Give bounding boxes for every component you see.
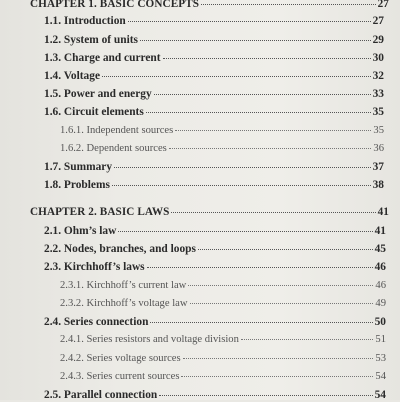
toc-entry-page: 32 <box>372 70 384 82</box>
toc-entry-page: 46 <box>375 280 386 291</box>
toc-entry-title: 2.4. Series connection <box>44 316 149 328</box>
toc-entry-title: 2.3.2. Kirchhoff’s voltage law <box>60 298 188 309</box>
toc-entry-section <box>44 14 384 28</box>
toc-entry-subsection <box>60 333 386 347</box>
dot-leader <box>201 4 376 5</box>
dot-leader <box>140 40 371 41</box>
dot-leader <box>114 167 371 168</box>
toc-entry-section <box>44 260 386 274</box>
dot-leader <box>112 185 371 186</box>
toc-entry-section <box>44 178 384 192</box>
toc-entry-page: 41 <box>377 206 389 218</box>
dot-leader <box>241 339 374 340</box>
toc-entry-title: 1.2. System of units <box>44 34 138 46</box>
toc-entry-subsection <box>60 297 386 311</box>
toc-entry-section <box>44 51 384 65</box>
toc-entry-page: 33 <box>372 88 384 100</box>
toc-entry-title: CHAPTER 2. BASIC LAWS <box>30 206 170 218</box>
toc-entry-subsection <box>60 352 386 366</box>
toc-entry-subsection <box>60 142 384 156</box>
toc-entry-page: 27 <box>377 0 389 10</box>
toc-entry-title: 2.4.3. Series current sources <box>60 371 180 382</box>
dot-leader <box>181 376 373 377</box>
toc-entry-page: 41 <box>374 225 386 237</box>
toc-entry-title: 1.6.2. Dependent sources <box>60 143 167 154</box>
dot-leader <box>159 395 372 396</box>
dot-leader <box>188 285 373 286</box>
toc-entry-title: 2.4.2. Series voltage sources <box>60 353 181 364</box>
toc-entry-title: 1.7. Summary <box>44 161 113 173</box>
toc-entry-chapter-1 <box>30 0 389 11</box>
toc-entry-page: 37 <box>372 161 384 173</box>
toc-entry-page: 29 <box>372 34 384 46</box>
dot-leader <box>163 58 371 59</box>
toc-entry-page: 54 <box>374 389 386 401</box>
toc-entry-page: 38 <box>372 179 384 191</box>
toc-entry-section <box>44 105 384 119</box>
toc-entry-chapter-2 <box>30 205 389 219</box>
toc-entry-section <box>44 224 386 238</box>
toc-entry-title: 1.5. Power and energy <box>44 88 152 100</box>
dot-leader <box>154 94 371 95</box>
dot-leader <box>169 148 372 149</box>
toc-entry-page: 46 <box>374 261 386 273</box>
dot-leader <box>150 322 372 323</box>
toc-entry-section <box>44 242 386 256</box>
toc-entry-page: 30 <box>372 52 384 64</box>
toc-entry-page: 36 <box>373 143 384 154</box>
toc-entry-title: 2.2. Nodes, branches, and loops <box>44 243 196 255</box>
dot-leader <box>175 130 371 131</box>
toc-entry-title: 1.3. Charge and current <box>44 52 161 64</box>
toc-entry-page: 51 <box>375 334 386 345</box>
toc-entry-page: 35 <box>372 106 384 118</box>
toc-entry-subsection <box>60 279 386 293</box>
toc-entry-title: 1.4. Voltage <box>44 70 101 82</box>
toc-entry-title: 2.3.1. Kirchhoff’s current law <box>60 280 187 291</box>
toc-entry-section <box>44 315 386 329</box>
toc-entry-section <box>44 33 384 47</box>
dot-leader <box>171 212 375 213</box>
dot-leader <box>147 267 373 268</box>
toc-entry-section <box>44 160 384 174</box>
toc-entry-page: 54 <box>375 371 386 382</box>
toc-entry-page: 49 <box>375 298 386 309</box>
toc-entry-title: 1.1. Introduction <box>44 15 126 27</box>
dot-leader <box>146 112 371 113</box>
dot-leader <box>102 76 371 77</box>
dot-leader <box>198 249 373 250</box>
toc-entry-section <box>44 69 384 83</box>
toc-entry-title: CHAPTER 1. BASIC CONCEPTS <box>30 0 200 10</box>
dot-leader <box>128 21 371 22</box>
dot-leader <box>183 358 374 359</box>
toc-entry-page: 50 <box>374 316 386 328</box>
toc-entry-title: 1.6. Circuit elements <box>44 106 144 118</box>
toc-entry-title: 2.5. Parallel connection <box>44 389 158 401</box>
toc-entry-title: 2.4.1. Series resistors and voltage division <box>60 334 239 345</box>
toc-entry-subsection <box>60 124 384 138</box>
toc-entry-page: 27 <box>372 15 384 27</box>
toc-entry-title: 1.8. Problems <box>44 179 110 191</box>
dot-leader <box>190 303 374 304</box>
toc-entry-subsection <box>60 370 386 384</box>
dot-leader <box>118 231 372 232</box>
toc-entry-title: 1.6.1. Independent sources <box>60 125 174 136</box>
toc-entry-title: 2.1. Ohm’s law <box>44 225 117 237</box>
toc-entry-page: 53 <box>375 353 386 364</box>
toc-entry-title: 2.3. Kirchhoff’s laws <box>44 261 145 273</box>
toc-entry-page: 35 <box>373 125 384 136</box>
toc-entry-section <box>44 87 384 101</box>
toc-entry-page: 45 <box>374 243 386 255</box>
